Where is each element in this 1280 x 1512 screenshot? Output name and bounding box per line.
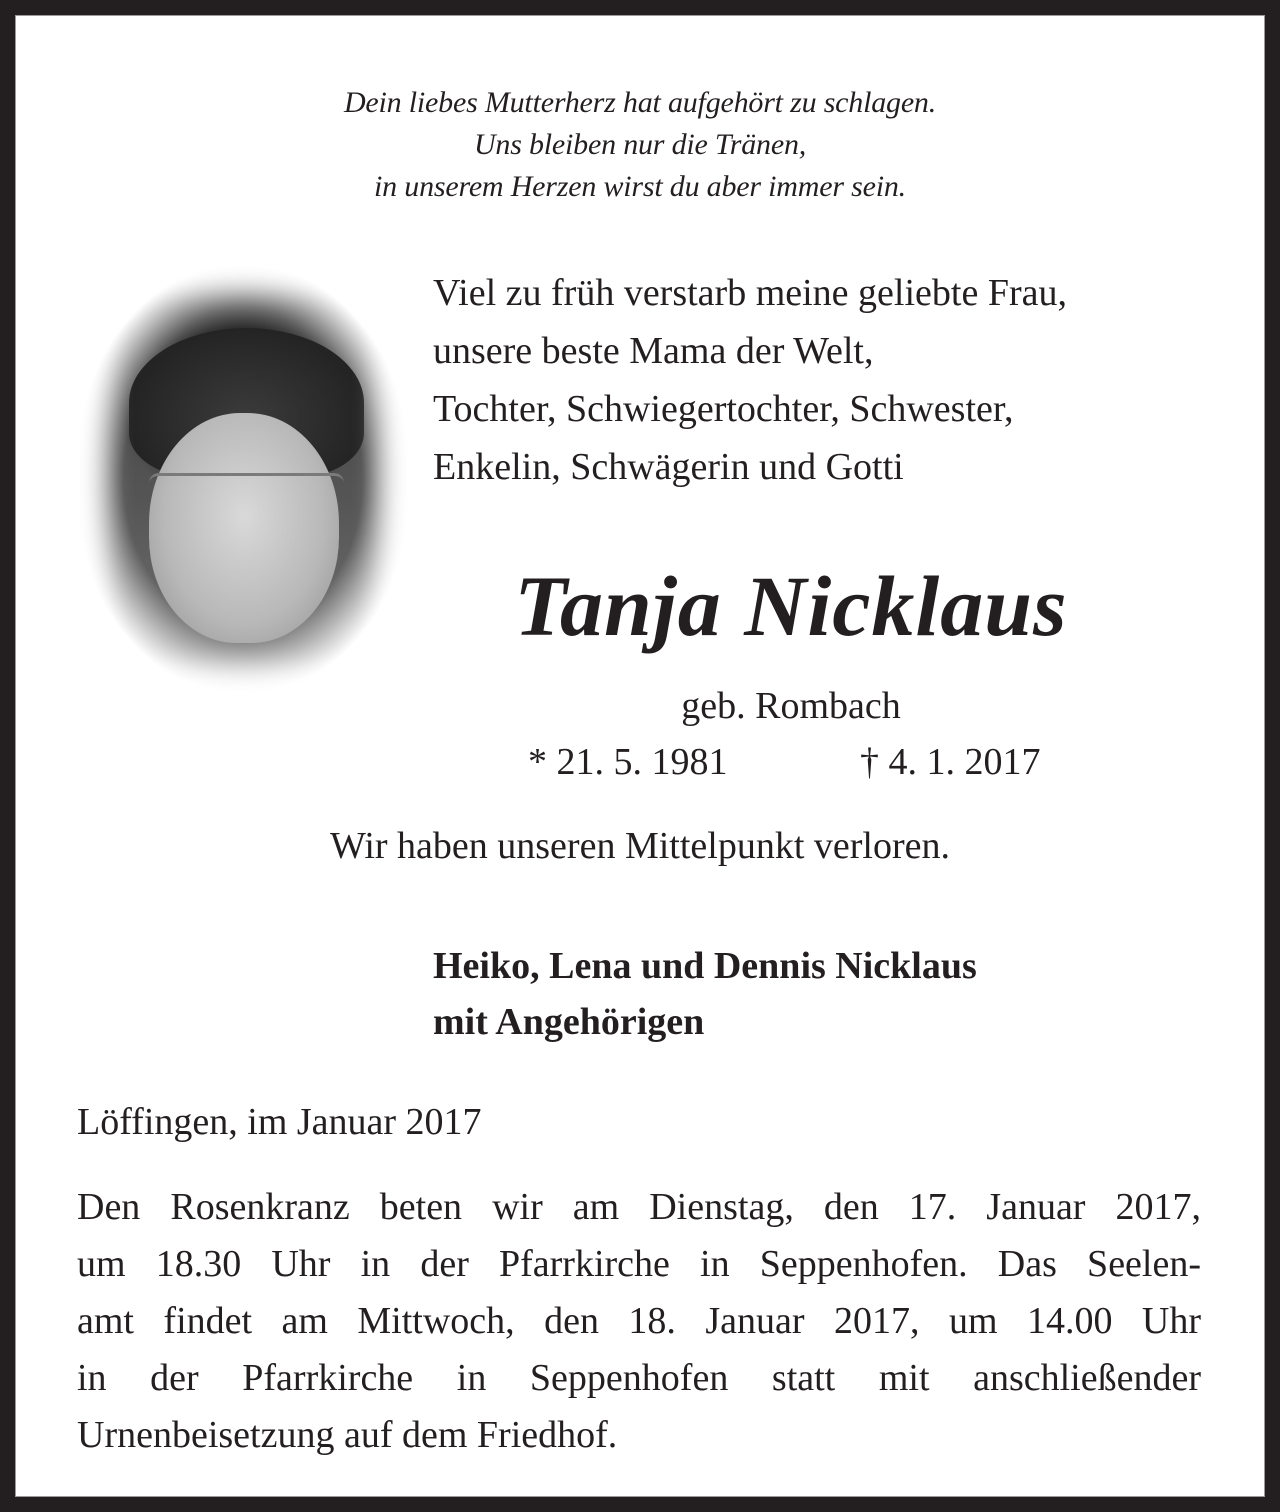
lost-line: Wir haben unseren Mittelpunkt verloren. [329,825,950,867]
portrait-photo [79,263,407,695]
service-info-line: amt findet am Mittwoch, den 18. Januar 2017, um 14.00 Uhr [77,1300,1201,1342]
intro-line: Tochter, Schwiegertochter, Schwester, [433,388,1014,430]
intro-text [433,264,1067,496]
birth-date: * 21. 5. 1981 [528,741,728,783]
service-info-line: in der Pfarrkirche in Seppenhofen statt mit anschließender [77,1357,1201,1399]
motto-line: Dein liebes Mutterherz hat aufgehört zu schlagen. [343,86,937,119]
family-signature [433,938,977,1050]
service-info [77,1179,1201,1464]
service-info-line: Urnenbeisetzung auf dem Friedhof. [77,1414,618,1456]
family-line: Heiko, Lena und Dennis Nicklaus [433,945,977,987]
intro-line: Viel zu früh verstarb meine geliebte Frau, [433,272,1067,314]
place-date: Löffingen, im Januar 2017 [77,1101,482,1143]
motto-verse [16,82,1264,208]
service-info-line: um 18.30 Uhr in der Pfarrkirche in Seppenhofen. Das Seelen- [77,1243,1201,1285]
maiden-name: geb. Rombach [681,685,901,727]
service-info-line: Den Rosenkranz beten wir am Dienstag, den 17. Januar 2017, [77,1186,1201,1228]
family-line: mit Angehörigen [433,1001,705,1043]
intro-line: Enkelin, Schwägerin und Gotti [433,446,904,488]
motto-line: Uns bleiben nur die Tränen, [473,128,807,161]
death-date: † 4. 1. 2017 [860,741,1041,783]
deceased-name: Tanja Nicklaus [514,558,1068,654]
obituary-notice [15,15,1265,1497]
motto-line: in unserem Herzen wirst du aber immer sein. [374,170,906,203]
portrait-vignette [79,263,407,695]
intro-line: unsere beste Mama der Welt, [433,330,874,372]
